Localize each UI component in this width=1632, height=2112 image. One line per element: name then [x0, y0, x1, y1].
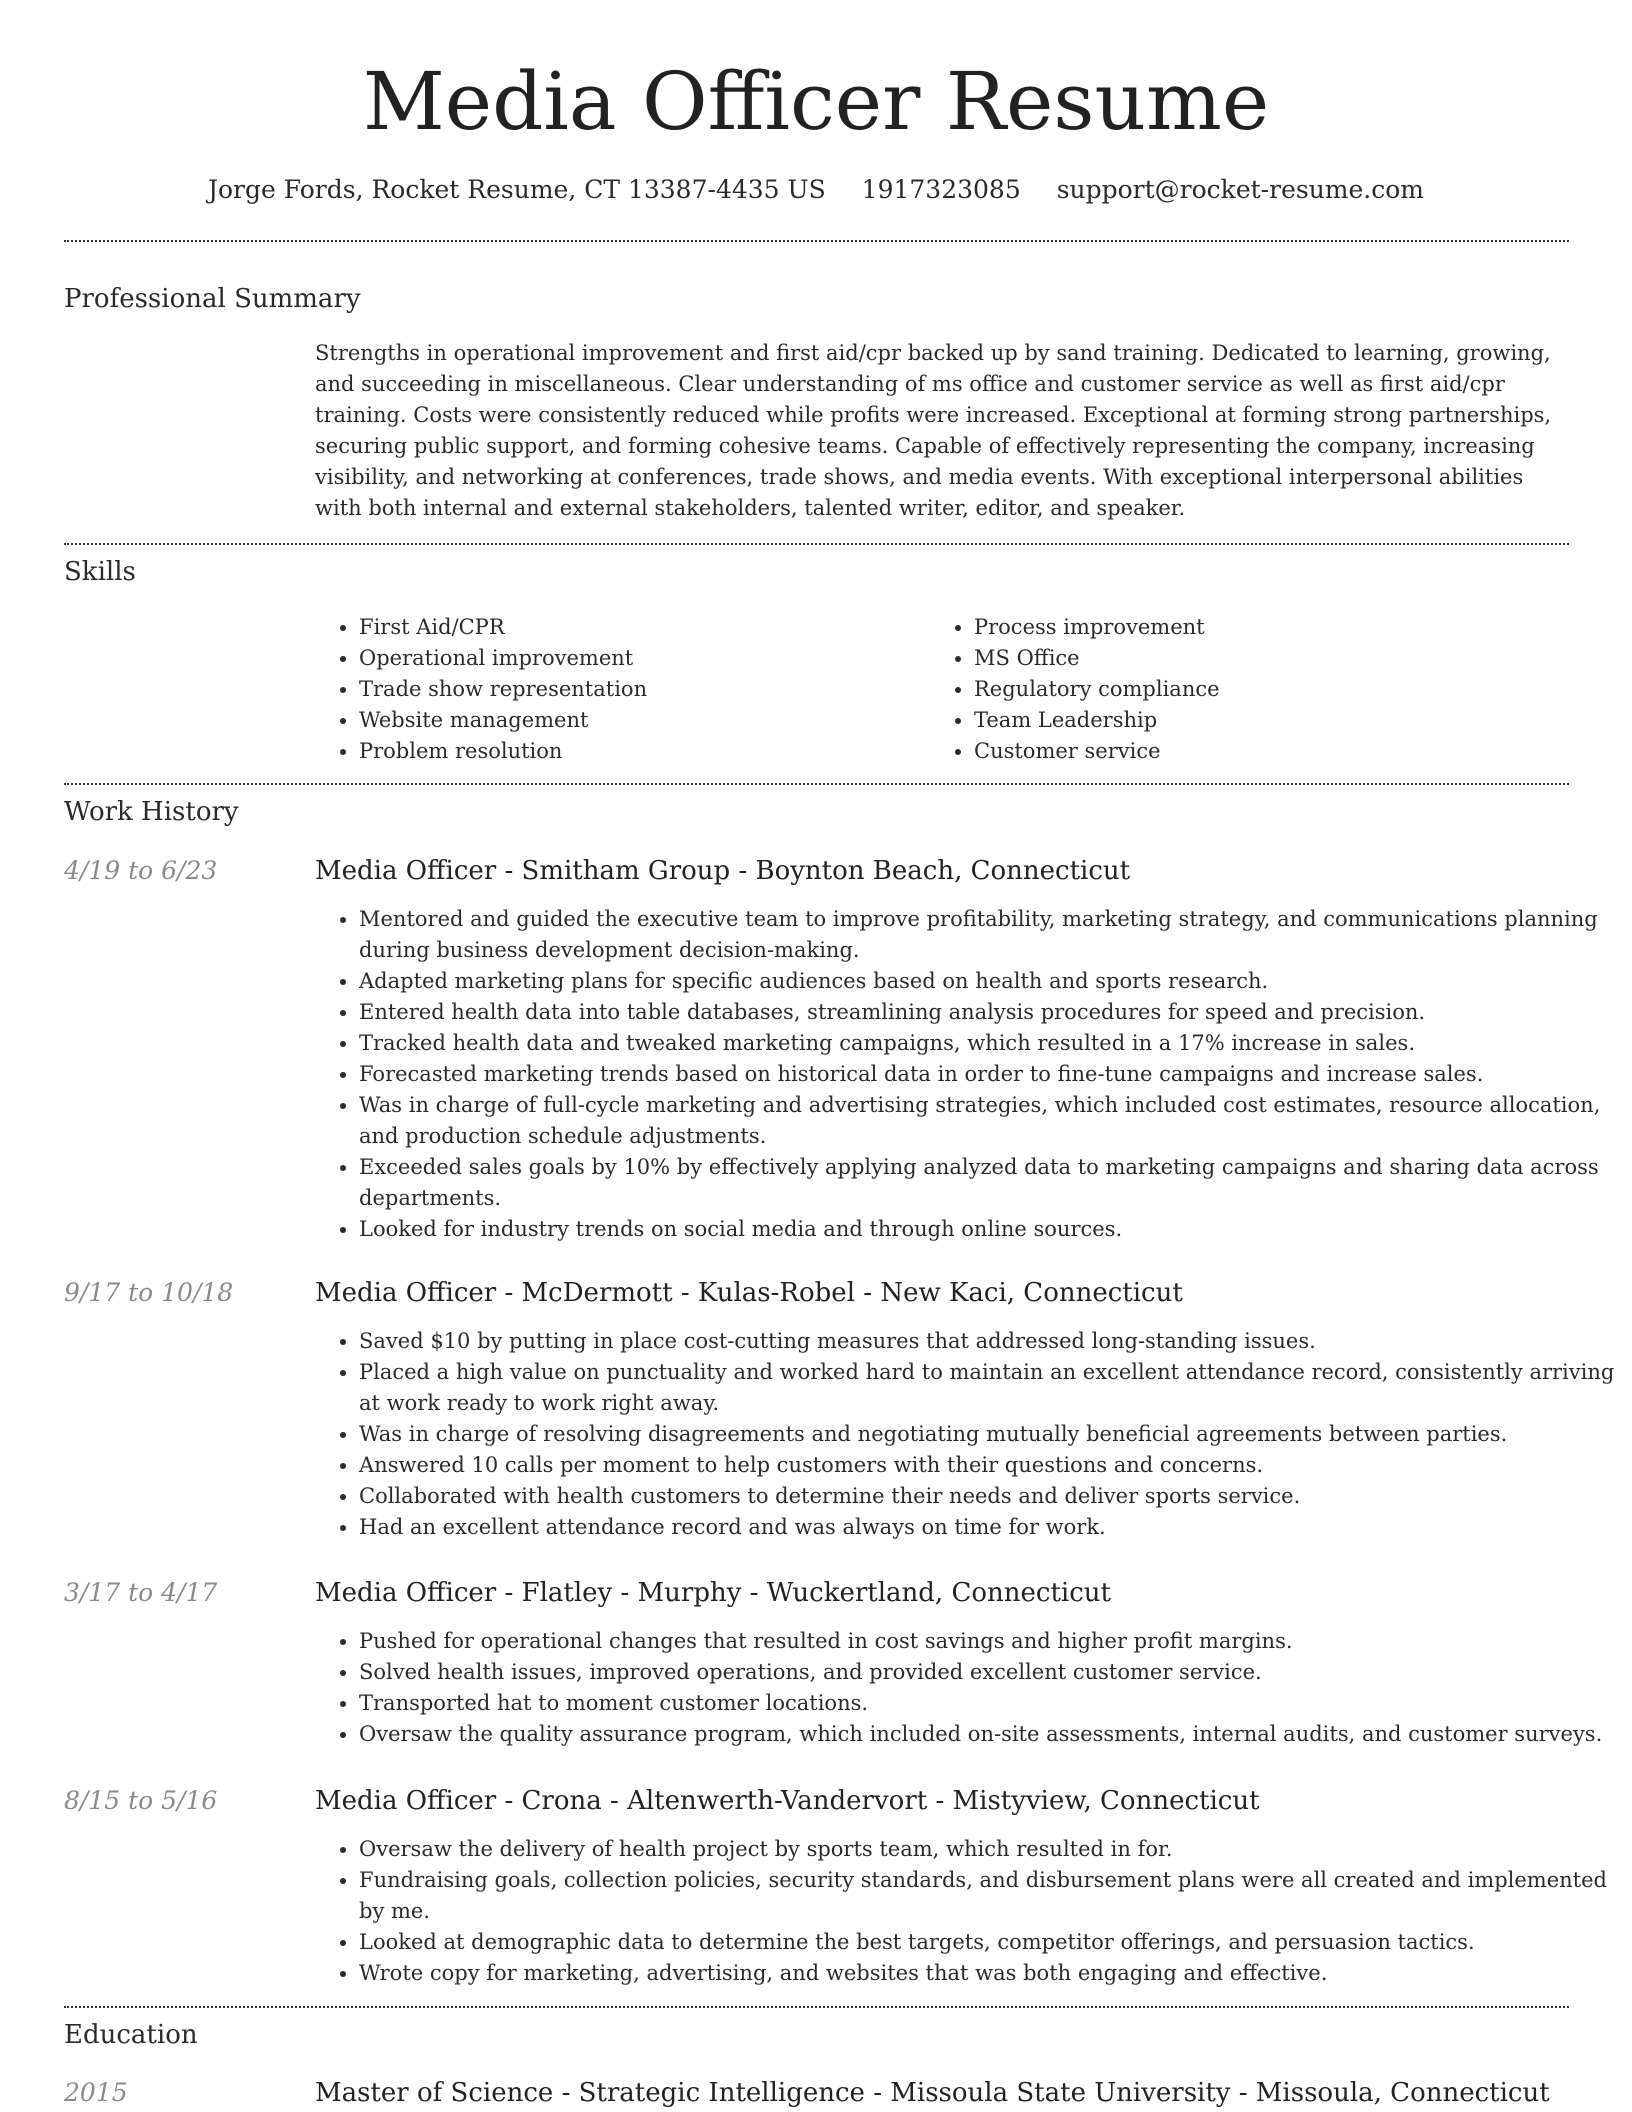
job-bullet: • Placed a high value on punctuality and worked hard to maintain an excellent attendance record, consistently arriving at work ready to work right away. [359, 1357, 1619, 1419]
job-bullet: • Oversaw the delivery of health project by sports team, which resulted in for. [359, 1834, 1619, 1865]
divider [64, 543, 1569, 545]
job-bullet: • Collaborated with health customers to determine their needs and deliver sports service. [359, 1481, 1619, 1512]
skill-item: • First Aid/CPR [359, 612, 919, 643]
job-title: Media Officer - McDermott - Kulas-Robel - New Kaci, Connecticut [315, 1278, 1183, 1308]
job-bullet: • Tracked health data and tweaked marketing campaigns, which resulted in a 17% increase in sales. [359, 1028, 1619, 1059]
job-bullet: • Mentored and guided the executive team to improve profitability, marketing strategy, and communications planning during business development decision-making. [359, 904, 1619, 966]
job-bullet: • Was in charge of resolving disagreements and negotiating mutually beneficial agreements between parties. [359, 1419, 1619, 1450]
skill-item: • Process improvement [974, 612, 1574, 643]
divider [64, 240, 1569, 242]
skills-list-left [315, 612, 919, 767]
job-title: Media Officer - Crona - Altenwerth-Vandervort - Mistyview, Connecticut [315, 1786, 1260, 1816]
skill-item: • Trade show representation [359, 674, 919, 705]
contact-phone: 1917323085 [861, 175, 1021, 204]
job-dates: 8/15 to 5/16 [64, 1786, 218, 1815]
job-bullet: • Exceeded sales goals by 10% by effectively applying analyzed data to marketing campaigns and sharing data across departments. [359, 1152, 1619, 1214]
skill-item: • Website management [359, 705, 919, 736]
job-bullet: • Entered health data into table databases, streamlining analysis procedures for speed and precision. [359, 997, 1619, 1028]
job-bullet: • Pushed for operational changes that resulted in cost savings and higher profit margins. [359, 1626, 1619, 1657]
job-bullet: • Oversaw the quality assurance program, which included on-site assessments, internal audits, and customer surveys. [359, 1719, 1619, 1750]
skill-item: • MS Office [974, 643, 1574, 674]
divider [64, 783, 1569, 785]
skill-item: • Operational improvement [359, 643, 919, 674]
job-bullet: • Forecasted marketing trends based on historical data in order to fine-tune campaigns and increase sales. [359, 1059, 1619, 1090]
skill-item: • Regulatory compliance [974, 674, 1574, 705]
job-dates: 4/19 to 6/23 [64, 856, 218, 885]
skill-item: • Customer service [974, 736, 1574, 767]
summary-text: Strengths in operational improvement and first aid/cpr backed up by sand training. Dedicated to learning, growing, and succeeding in miscellaneous. Clear understanding of ms office and customer service as well as first aid/cpr training. Costs were consistently reduced while profits were increased. Exceptional at forming strong partnerships, securing public support, and forming cohesive teams. Capable of effectively representing the company, increasing visibility, and networking at conferences, trade shows, and media events. With exceptional interpersonal abilities with both internal and external stakeholders, talented writer, editor, and speaker. [315, 341, 1552, 520]
section-heading-skills: Skills [64, 557, 136, 587]
job-bullets [315, 904, 1619, 1245]
job-bullet: • Adapted marketing plans for specific audiences based on health and sports research. [359, 966, 1619, 997]
job-bullet: • Looked for industry trends on social media and through online sources. [359, 1214, 1619, 1245]
contact-line [0, 170, 1632, 210]
job-dates: 9/17 to 10/18 [64, 1278, 234, 1307]
job-title: Media Officer - Smitham Group - Boynton Beach, Connecticut [315, 856, 1131, 886]
job-bullets [315, 1326, 1619, 1543]
job-bullet: • Solved health issues, improved operations, and provided excellent customer service. [359, 1657, 1619, 1688]
job-bullet: • Had an excellent attendance record and was always on time for work. [359, 1512, 1619, 1543]
job-bullet: • Was in charge of full-cycle marketing and advertising strategies, which included cost estimates, resource allocation, and production schedule adjustments. [359, 1090, 1619, 1152]
job-dates: 3/17 to 4/17 [64, 1578, 218, 1607]
job-bullet: • Fundraising goals, collection policies, security standards, and disbursement plans were all created and implemented by me. [359, 1865, 1619, 1927]
job-bullet: • Saved $10 by putting in place cost-cutting measures that addressed long-standing issues. [359, 1326, 1619, 1357]
job-bullet: • Looked at demographic data to determine the best targets, competitor offerings, and persuasion tactics. [359, 1927, 1619, 1958]
section-heading-work-history: Work History [64, 797, 239, 827]
job-bullets [315, 1834, 1619, 1989]
job-bullets [315, 1626, 1619, 1750]
job-bullet: • Wrote copy for marketing, advertising, and websites that was both engaging and effective. [359, 1958, 1619, 1989]
education-year: 2015 [64, 2078, 128, 2107]
job-title: Media Officer - Flatley - Murphy - Wuckertland, Connecticut [315, 1578, 1111, 1608]
job-bullet: • Answered 10 calls per moment to help customers with their questions and concerns. [359, 1450, 1619, 1481]
job-bullet: • Transported hat to moment customer locations. [359, 1688, 1619, 1719]
section-heading-education: Education [64, 2020, 198, 2050]
skills-list-right [930, 612, 1574, 767]
skill-item: • Team Leadership [974, 705, 1574, 736]
skill-item: • Problem resolution [359, 736, 919, 767]
contact-address: Jorge Fords, Rocket Resume, CT 13387-4435 US [207, 175, 826, 204]
contact-email: support@rocket-resume.com [1056, 175, 1424, 204]
section-heading-summary: Professional Summary [64, 284, 361, 314]
divider [64, 2006, 1569, 2008]
page-title: Media Officer Resume [362, 55, 1270, 148]
education-title: Master of Science - Strategic Intelligence - Missoula State University - Missoula, Connecticut [315, 2078, 1550, 2108]
